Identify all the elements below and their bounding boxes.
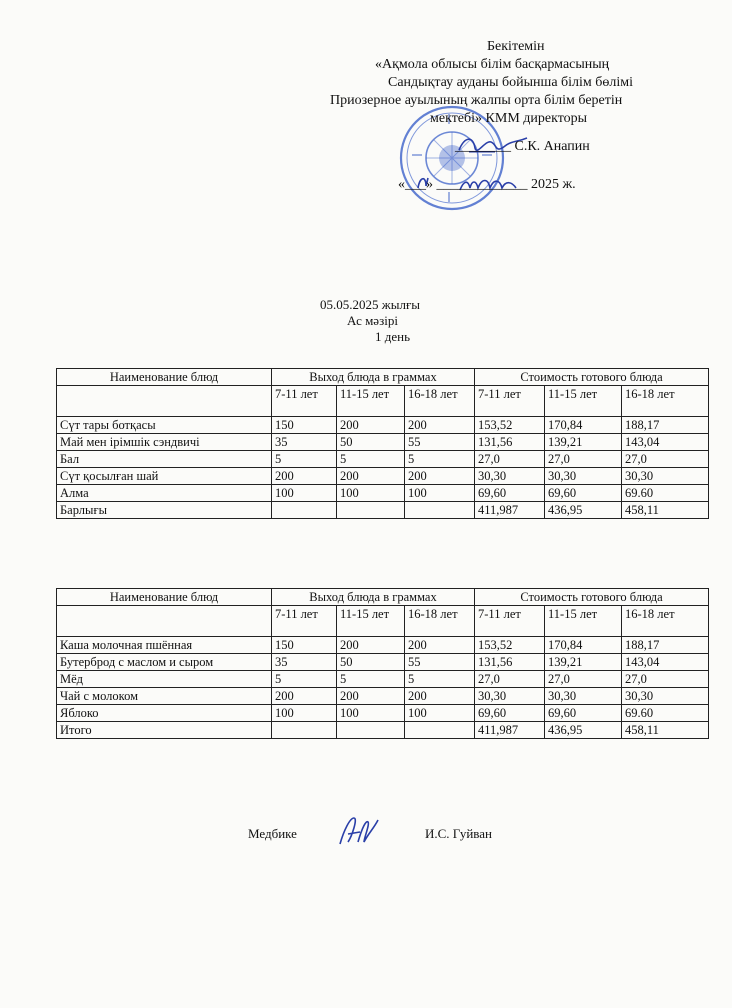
approval-line-2: «Ақмола облысы білім басқармасының (375, 57, 610, 72)
value-cell: 100 (272, 705, 337, 722)
value-cell: 5 (405, 451, 475, 468)
menu-title: Ас мәзірі (347, 313, 398, 328)
value-cell: 150 (272, 417, 337, 434)
value-cell (405, 502, 475, 519)
header-empty-cell (57, 386, 272, 417)
table-header-row (57, 369, 709, 386)
approval-line-5: мектебі» КММ директоры (430, 111, 588, 126)
header-yield: Выход блюда в граммах (272, 369, 475, 386)
age-group-cell: 16-18 лет (622, 606, 709, 637)
table-row (57, 671, 709, 688)
value-cell: 200 (405, 468, 475, 485)
table-row (57, 688, 709, 705)
value-cell: 200 (405, 688, 475, 705)
value-cell: 139,21 (545, 654, 622, 671)
value-cell: 150 (272, 637, 337, 654)
approval-date: «___» _____________ 2025 ж. (398, 177, 576, 192)
menu-table-kazakh (56, 368, 709, 519)
table-row (57, 417, 709, 434)
table-row (57, 654, 709, 671)
value-cell: 27,0 (622, 451, 709, 468)
value-cell: 458,11 (622, 502, 709, 519)
value-cell: 55 (405, 434, 475, 451)
value-cell: 139,21 (545, 434, 622, 451)
value-cell: 200 (337, 637, 405, 654)
table-row (57, 468, 709, 485)
dish-name-cell: Май мен ірімшік сэндвичі (57, 434, 272, 451)
value-cell: 30,30 (475, 468, 545, 485)
dish-name-cell: Сүт тары ботқасы (57, 417, 272, 434)
value-cell: 143,04 (622, 434, 709, 451)
value-cell: 27,0 (475, 671, 545, 688)
age-group-cell: 11-15 лет (337, 606, 405, 637)
value-cell: 69,60 (545, 705, 622, 722)
table-row (57, 451, 709, 468)
value-cell: 188,17 (622, 417, 709, 434)
menu-day: 1 день (375, 329, 411, 344)
table-row (57, 434, 709, 451)
dish-name-cell: Алма (57, 485, 272, 502)
dish-name-cell: Бал (57, 451, 272, 468)
value-cell: 436,95 (545, 722, 622, 739)
value-cell: 30,30 (622, 688, 709, 705)
table-row (57, 637, 709, 654)
value-cell: 27,0 (545, 671, 622, 688)
dish-name-cell: Бутерброд с маслом и сыром (57, 654, 272, 671)
age-group-cell: 7-11 лет (475, 606, 545, 637)
value-cell: 69,60 (475, 705, 545, 722)
director-name: ________ С.К. Анапин (455, 139, 590, 154)
value-cell: 458,11 (622, 722, 709, 739)
age-group-cell: 7-11 лет (272, 386, 337, 417)
dish-name-cell: Каша молочная пшённая (57, 637, 272, 654)
value-cell: 69,60 (475, 485, 545, 502)
value-cell: 35 (272, 654, 337, 671)
value-cell: 30,30 (545, 688, 622, 705)
age-group-cell: 7-11 лет (475, 386, 545, 417)
menu-date: 05.05.2025 жылғы (320, 297, 421, 312)
value-cell: 69,60 (545, 485, 622, 502)
approval-line-1: Бекітемін (487, 39, 545, 54)
value-cell: 100 (337, 705, 405, 722)
value-cell: 50 (337, 434, 405, 451)
menu-table-russian (56, 588, 709, 739)
value-cell (272, 722, 337, 739)
value-cell: 200 (405, 637, 475, 654)
age-group-cell: 7-11 лет (272, 606, 337, 637)
value-cell: 200 (337, 417, 405, 434)
value-cell: 411,987 (475, 722, 545, 739)
value-cell: 200 (272, 688, 337, 705)
value-cell: 30,30 (475, 688, 545, 705)
table-age-row (57, 606, 709, 637)
value-cell: 5 (272, 451, 337, 468)
value-cell: 69.60 (622, 705, 709, 722)
value-cell: 27,0 (545, 451, 622, 468)
header-empty-cell (57, 606, 272, 637)
dish-name-cell: Барлығы (57, 502, 272, 519)
value-cell (272, 502, 337, 519)
value-cell: 411,987 (475, 502, 545, 519)
value-cell: 200 (337, 688, 405, 705)
value-cell: 5 (272, 671, 337, 688)
value-cell: 153,52 (475, 637, 545, 654)
nurse-signature (334, 812, 384, 852)
table-age-row (57, 386, 709, 417)
value-cell: 200 (405, 417, 475, 434)
table-total-row (57, 502, 709, 519)
value-cell: 30,30 (545, 468, 622, 485)
value-cell: 69.60 (622, 485, 709, 502)
approval-line-3: Сандықтау ауданы бойынша білім бөлімі (388, 75, 634, 90)
table-row (57, 485, 709, 502)
value-cell: 131,56 (475, 434, 545, 451)
value-cell: 436,95 (545, 502, 622, 519)
dish-name-cell: Мёд (57, 671, 272, 688)
nurse-name: И.С. Гуйван (425, 826, 492, 841)
table-header-row (57, 589, 709, 606)
value-cell (405, 722, 475, 739)
age-group-cell: 11-15 лет (337, 386, 405, 417)
approval-line-4: Приозерное ауылының жалпы орта білім беретін (330, 93, 623, 108)
value-cell: 143,04 (622, 654, 709, 671)
age-group-cell: 11-15 лет (545, 386, 622, 417)
value-cell: 100 (405, 485, 475, 502)
value-cell: 5 (337, 451, 405, 468)
value-cell: 170,84 (545, 637, 622, 654)
value-cell: 27,0 (475, 451, 545, 468)
value-cell: 50 (337, 654, 405, 671)
value-cell: 5 (405, 671, 475, 688)
value-cell: 100 (272, 485, 337, 502)
value-cell: 55 (405, 654, 475, 671)
header-cost: Стоимость готового блюда (475, 369, 709, 386)
value-cell (337, 502, 405, 519)
dish-name-cell: Чай с молоком (57, 688, 272, 705)
dish-name-cell: Сүт қосылған шай (57, 468, 272, 485)
header-dish-name: Наименование блюд (57, 589, 272, 606)
age-group-cell: 11-15 лет (545, 606, 622, 637)
value-cell: 30,30 (622, 468, 709, 485)
age-group-cell: 16-18 лет (622, 386, 709, 417)
value-cell (337, 722, 405, 739)
nurse-role: Медбике (248, 826, 297, 841)
age-group-cell: 16-18 лет (405, 386, 475, 417)
value-cell: 188,17 (622, 637, 709, 654)
value-cell: 100 (405, 705, 475, 722)
value-cell: 170,84 (545, 417, 622, 434)
value-cell: 5 (337, 671, 405, 688)
header-dish-name: Наименование блюд (57, 369, 272, 386)
header-yield: Выход блюда в граммах (272, 589, 475, 606)
value-cell: 200 (272, 468, 337, 485)
value-cell: 35 (272, 434, 337, 451)
dish-name-cell: Яблоко (57, 705, 272, 722)
value-cell: 27,0 (622, 671, 709, 688)
table-total-row (57, 722, 709, 739)
value-cell: 200 (337, 468, 405, 485)
table-row (57, 705, 709, 722)
header-cost: Стоимость готового блюда (475, 589, 709, 606)
value-cell: 131,56 (475, 654, 545, 671)
age-group-cell: 16-18 лет (405, 606, 475, 637)
dish-name-cell: Итого (57, 722, 272, 739)
value-cell: 153,52 (475, 417, 545, 434)
value-cell: 100 (337, 485, 405, 502)
